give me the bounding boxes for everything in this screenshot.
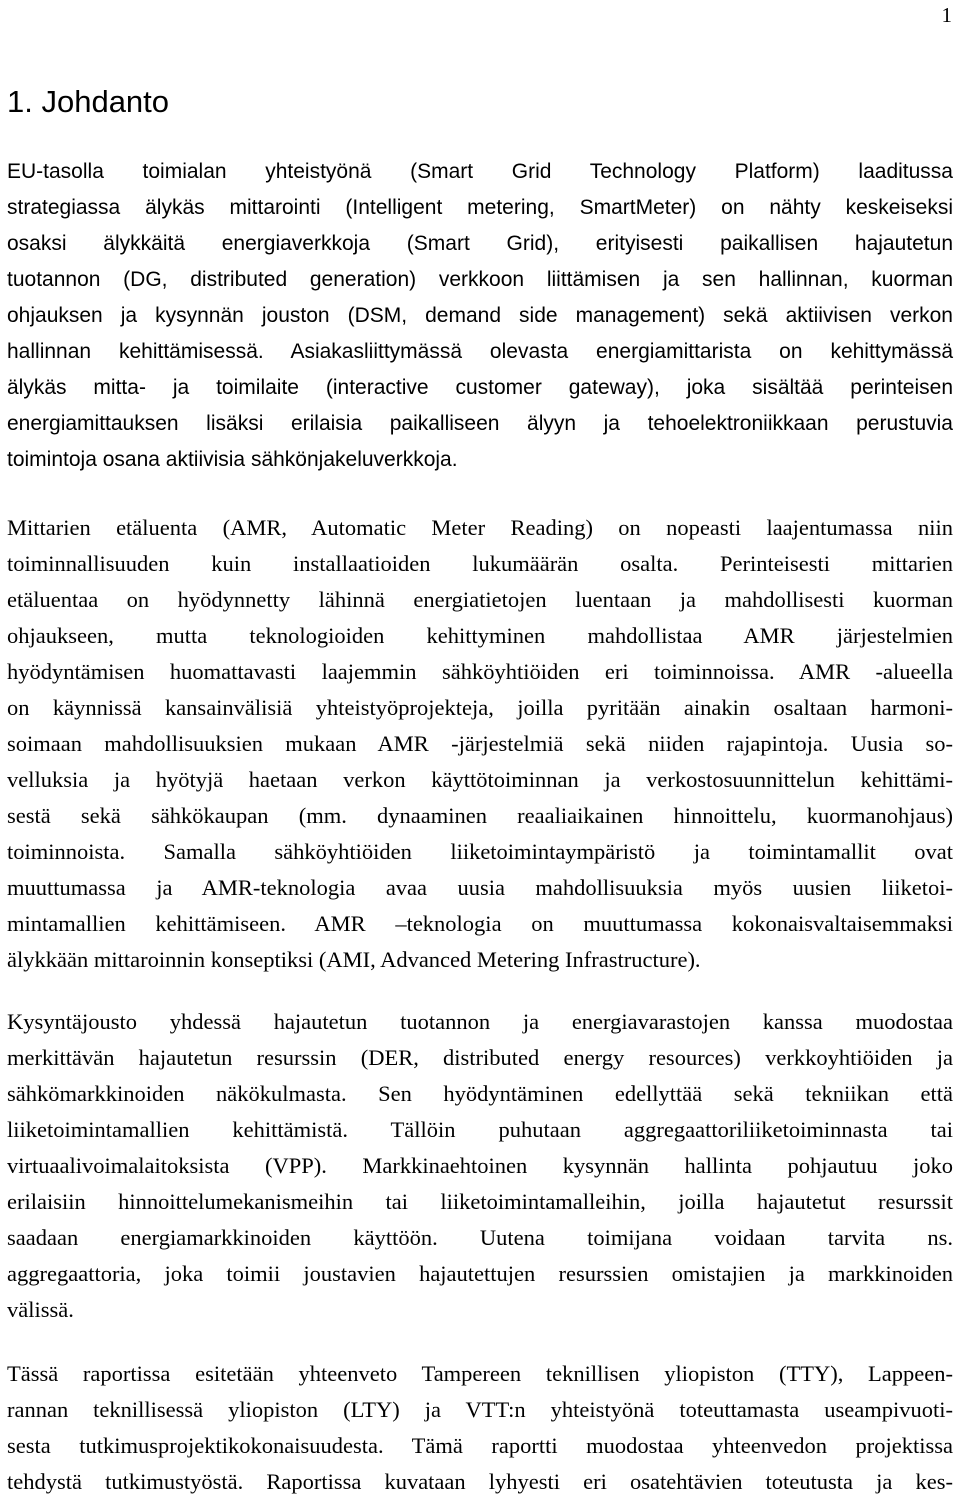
text-line: toiminnoista. Samalla sähköyhtiöiden liiketoimintaympäristö ja toimintamallit ovat (7, 839, 953, 864)
text-line: Mittarien etäluenta (AMR, Automatic Meter Reading) on nopeasti laajentumassa niin (7, 515, 953, 540)
page-number: 1 (941, 3, 952, 27)
text-line: EU-tasolla toimialan yhteistyönä (Smart Grid Technology Platform) laaditussa (7, 160, 953, 183)
text-line: älykkään mittaroinnin konseptiksi (AMI, Advanced Metering Infrastructure). (7, 947, 701, 972)
text-line: sesta tutkimusprojektikokonaisuudesta. Tämä raportti muodostaa yhteenvedon projektissa (7, 1433, 953, 1458)
text-line: rannan teknillisessä yliopiston (LTY) ja VTT:n yhteistyönä toteuttamasta useampivuoti- (7, 1397, 953, 1422)
text-line: saadaan energiamarkkinoiden käyttöön. Uutena toimijana voidaan tarvita ns. (7, 1225, 953, 1250)
text-line: merkittävän hajautetun resurssin (DER, distributed energy resources) verkkoyhtiöiden ja (7, 1045, 953, 1070)
text-line: sähkömarkkinoiden näkökulmasta. Sen hyödyntäminen edellyttää sekä tekniikan että (7, 1081, 953, 1106)
text-line: velluksia ja hyötyjä haetaan verkon käyttötoiminnan ja verkostosuunnittelun kehittämi- (7, 767, 953, 792)
text-line: on käynnissä kansainvälisiä yhteistyöprojekteja, joilla pyritään ainakin osaltaan harmoni- (7, 695, 953, 720)
text-line: hallinnan kehittämisessä. Asiakasliittymässä olevasta energiamittarista on kehittymässä (7, 340, 953, 363)
text-line: toimintoja osana aktiivisia sähkönjakeluverkkoja. (7, 448, 458, 471)
text-line: etäluentaa on hyödynnetty lähinnä energiatietojen luentaan ja mahdollisesti kuorman (7, 587, 953, 612)
text-line: liiketoimintamallien kehittämistä. Tällöin puhutaan aggregaattoriliiketoiminnasta tai (7, 1117, 953, 1142)
paragraph-1 (7, 154, 953, 478)
text-line: aggregaattoria, joka toimii joustavien hajautettujen resurssien omistajien ja markkinoiden (7, 1261, 953, 1286)
text-line: älykäs mitta- ja toimilaite (interactive customer gateway), joka sisältää perinteisen (7, 376, 953, 399)
text-line: osaksi älykkäitä energiaverkkoja (Smart Grid), erityisesti paikallisen hajautetun (7, 232, 953, 255)
text-line: energiamittauksen lisäksi erilaisia paikalliseen älyyn ja tehoelektroniikkaan perustuvia (7, 412, 953, 435)
text-line: erilaisiin hinnoittelumekanismeihin tai liiketoimintamalleihin, joilla hajautetut resurssit (7, 1189, 953, 1214)
paragraph-2 (7, 510, 953, 978)
paragraph-3 (7, 1004, 953, 1328)
text-line: strategiassa älykäs mittarointi (Intelligent metering, SmartMeter) on nähty keskeiseksi (7, 196, 953, 219)
text-line: välissä. (7, 1297, 74, 1322)
text-line: hyödyntämisen huomattavasti laajemmin sähköyhtiöiden eri toiminnoissa. AMR -alueella (7, 659, 953, 684)
text-line: virtuaalivoimalaitoksista (VPP). Markkinaehtoinen kysynnän hallinta pohjautuu joko (7, 1153, 953, 1178)
text-line: mintamallien kehittämiseen. AMR –teknologia on muuttumassa kokonaisvaltaisemmaksi (7, 911, 953, 936)
text-line: Kysyntäjousto yhdessä hajautetun tuotannon ja energiavarastojen kanssa muodostaa (7, 1009, 953, 1034)
text-line: ohjaukseen, mutta teknologioiden kehittyminen mahdollistaa AMR järjestelmien (7, 623, 953, 648)
text-line: soimaan mahdollisuuksien mukaan AMR -järjestelmiä sekä niiden rajapintoja. Uusia so- (7, 731, 953, 756)
text-line: muuttumassa ja AMR-teknologia avaa uusia mahdollisuuksia myös uusien liiketoi- (7, 875, 953, 900)
section-heading: 1. Johdanto (7, 84, 170, 119)
text-line: sestä sekä sähkökaupan (mm. dynaaminen reaaliaikainen hinnoittelu, kuormanohjaus) (7, 803, 953, 828)
text-line: ohjauksen ja kysynnän jouston (DSM, demand side management) sekä aktiivisen verkon (7, 304, 953, 327)
text-line: Tässä raportissa esitetään yhteenveto Tampereen teknillisen yliopiston (TTY), Lappeen- (7, 1361, 953, 1386)
text-line: tehdystä tutkimustyöstä. Raportissa kuvataan lyhyesti eri osatehtävien toteutusta ja kes- (7, 1469, 953, 1494)
text-line: toiminnallisuuden kuin installaatioiden lukumäärän osalta. Perinteisesti mittarien (7, 551, 953, 576)
paragraph-4 (7, 1356, 953, 1500)
text-line: tuotannon (DG, distributed generation) verkkoon liittämisen ja sen hallinnan, kuorman (7, 268, 953, 291)
